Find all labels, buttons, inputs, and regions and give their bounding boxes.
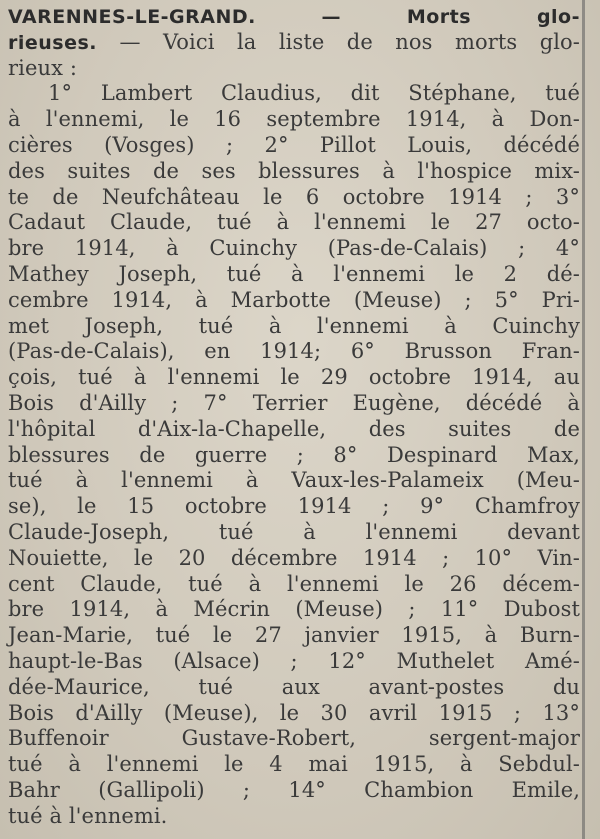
article-line: rieux : [8, 55, 78, 80]
article-line: tué à l'ennemi. [8, 803, 168, 828]
article-heading-title-cont: rieuses. [8, 31, 98, 54]
article-line: te de Neufchâteau le 6 octobre 1914 ; 3° [8, 184, 580, 209]
article-heading-line [8, 4, 580, 30]
article-line: bre 1914, à Mécrin (Meuse) ; 11° Dubost [8, 597, 580, 622]
article-body [8, 4, 580, 830]
article-line: tué à l'ennemi le 4 mai 1915, à Sebdul- [8, 752, 580, 777]
article-line: blessures de guerre ; 8° Despinard Max, [8, 442, 580, 467]
article-line: Cadaut Claude, tué à l'ennemi le 27 octo- [8, 210, 580, 235]
article-heading-place: VARENNES-LE-GRAND. [8, 6, 256, 28]
article-line: 1° Lambert Claudius, dit Stéphane, tué [48, 81, 580, 106]
article-line: Bois d'Ailly ; 7° Terrier Eugène, décédé à [8, 390, 580, 415]
article-line: dée-Maurice, tué aux avant-postes du [8, 674, 580, 699]
article-line: Bahr (Gallipoli) ; 14° Chambion Emile, [8, 777, 580, 802]
article-line: cières (Vosges) ; 2° Pillot Louis, décédé [8, 132, 580, 157]
article-line: se), le 15 octobre 1914 ; 9° Chamfroy [8, 494, 580, 519]
article-line: Bois d'Ailly (Meuse), le 30 avril 1915 ; 13° [8, 700, 580, 725]
article-line: Claude-Joseph, tué à l'ennemi devant [8, 519, 580, 544]
article-line: met Joseph, tué à l'ennemi à Cuinchy [8, 313, 580, 338]
article-line: çois, tué à l'ennemi le 29 octobre 1914, au [8, 365, 580, 390]
article-line: des suites de ses blessures à l'hospice mix- [8, 158, 580, 183]
article-line: Buffenoir Gustave-Robert, sergent-major [8, 726, 580, 751]
article-line: bre 1914, à Cuinchy (Pas-de-Calais) ; 4° [8, 236, 580, 261]
article-line: cent Claude, tué à l'ennemi le 26 décem- [8, 571, 580, 596]
article-line: l'hôpital d'Aix-la-Chapelle, des suites de [8, 416, 580, 441]
article-line: Jean-Marie, tué le 27 janvier 1915, à Burn- [8, 623, 580, 648]
article-line [8, 30, 580, 56]
article-line: Mathey Joseph, tué à l'ennemi le 2 dé- [8, 261, 580, 286]
article-line: (Pas-de-Calais), en 1914; 6° Brusson Fran- [8, 339, 580, 364]
article-line-text: — Voici la liste de nos morts glo- [119, 29, 580, 54]
column-rule [582, 0, 585, 839]
article-heading-title: — Morts glo- [321, 6, 580, 28]
article-line: cembre 1914, à Marbotte (Meuse) ; 5° Pri- [8, 287, 580, 312]
article-line: haupt-le-Bas (Alsace) ; 12° Muthelet Amé- [8, 648, 580, 673]
article-line: Nouiette, le 20 décembre 1914 ; 10° Vin- [8, 545, 580, 570]
article-line: tué à l'ennemi à Vaux-les-Palameix (Meu- [8, 468, 580, 493]
article-line: à l'ennemi, le 16 septembre 1914, à Don- [8, 107, 580, 132]
